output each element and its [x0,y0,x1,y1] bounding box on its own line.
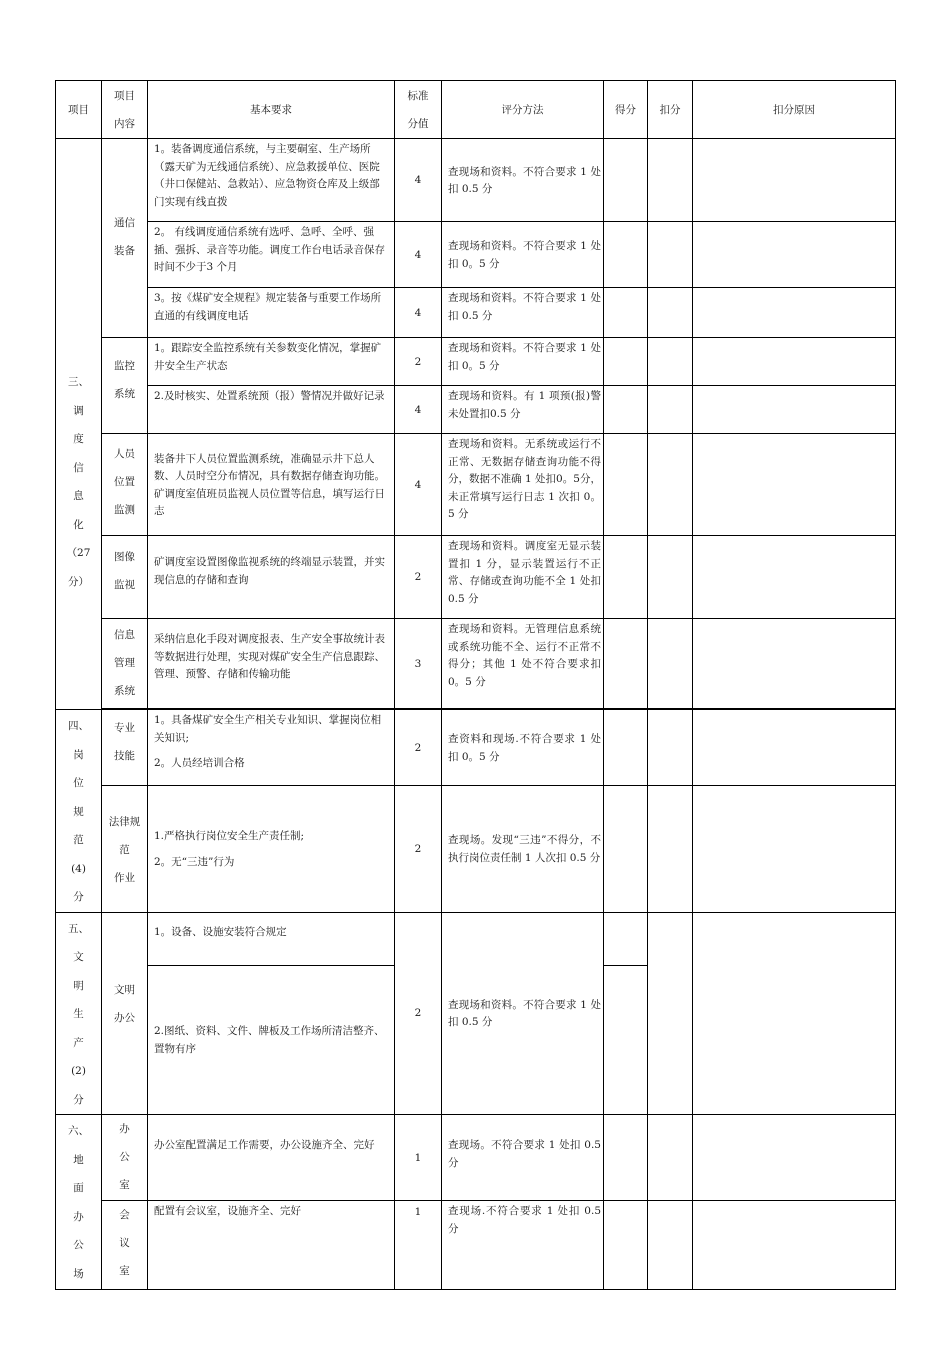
section-label-line: 规 [73,805,84,818]
content-label-line: 办公 [114,1011,135,1024]
content-label-line: 信息 [114,629,135,641]
header-content-line: 项目 [114,89,135,102]
method-cell [442,1201,604,1290]
method-cell [442,536,604,619]
header-content [102,81,148,139]
method-text: 查现场和资料。不符合要求 1 处扣 0。5 分 [448,240,601,270]
section-label-line: 化 [73,518,84,531]
requirement-cell [148,288,395,338]
section-label-line: 调 [73,404,84,417]
content-label-line: 监视 [114,579,135,591]
section-label-line: 岗 [73,748,84,761]
requirement-cell [148,619,395,709]
score-cell [604,1115,648,1201]
section-label-line: 明 [73,979,84,992]
table-row [56,786,896,912]
table-row [56,139,896,222]
deduct-cell [648,619,693,709]
reason-cell [693,710,896,786]
requirement-text: 装备井下人员位置监测系统，准确显示井下总人数、人员时空分布情况，具有数据存储查询功能。矿调度室值班员监视人员位置等信息，填写运行日志 [154,452,385,517]
section-label-line: 公 [73,1239,84,1251]
reason-cell [693,338,896,386]
section-label-line: 信 [73,461,84,474]
requirement-text: 1。装备调度通信系统，与主要硐室、生产场所（露天矿为无线通信系统）、应急救援单位、医院（井口保健站、急救站）、应急物资仓库及上级部门实现有线直拨 [154,143,380,208]
requirement-text: 1.严格执行岗位安全生产责任制; [154,830,305,843]
section-label-line: 面 [73,1182,84,1194]
score-cell [604,965,648,1114]
section-label-line: 六、 [68,1125,89,1137]
standard-score: 4 [395,386,442,434]
section-label-line: (2) [71,1065,86,1077]
content-label-line: 专业 [114,722,135,734]
requirement-cell [148,912,395,965]
requirement-text: 1。跟踪安全监控系统有关参数变化情况，掌握矿井安全生产状态 [154,342,382,372]
section-label-line: 度 [73,433,84,445]
content-label-line: 作业 [114,872,135,885]
content-label-line: 监测 [114,504,135,516]
method-text: 查现场和资料。不符合要求 1 处扣 0。5 分 [448,342,601,372]
method-text: 查现场和资料。有 1 项预(报)警未处置扣0.5 分 [448,390,601,420]
requirement-text: 配置有会议室，设施齐全、完好 [154,1205,301,1217]
table-row [56,434,896,536]
standard-score: 1 [395,1115,442,1201]
score-cell [604,288,648,338]
content-label-line: 法律规 [108,816,141,829]
requirement-text: 采纳信息化手段对调度报表、生产安全事故统计表等数据进行处理，实现对煤矿安全生产信息跟踪、管理、预警、存储和传输功能 [154,633,385,680]
requirement-cell [148,139,395,222]
section-label-line: 五、 [68,922,89,935]
standard-score: 1 [395,1201,442,1290]
content-label [102,434,148,536]
content-label [102,912,148,1115]
method-cell [442,222,604,288]
requirement-cell [148,434,395,536]
method-text: 查现场和资料。无管理信息系统或系统功能不全、运行不正常不得分；其他 1 处不符合要求扣 0。5 分 [448,623,601,688]
score-cell [604,619,648,709]
section-label-line: 分） [68,575,89,588]
section-label-line: 产 [73,1036,84,1049]
header-standard-line: 分值 [407,117,429,130]
content-label [102,536,148,619]
header-deduct: 扣分 [648,81,693,139]
requirement-text: 2。人员经培训合格 [154,757,245,769]
score-cell [604,386,648,434]
requirement-cell [148,1201,395,1290]
content-label [102,619,148,709]
content-label [102,139,148,338]
standard-score: 2 [395,338,442,386]
header-content-line: 内容 [114,117,135,130]
method-cell [442,288,604,338]
content-label-line: 会 [119,1209,130,1221]
deduct-cell [648,434,693,536]
content-label-line: 文明 [114,983,135,996]
content-label-line: 监控 [114,360,135,372]
section-label-line: 文 [73,951,84,963]
method-cell [442,1115,604,1201]
content-label-line: 议 [119,1237,130,1249]
standard-score: 4 [395,434,442,536]
content-label-line: 室 [119,1179,130,1191]
header-standard-line: 标准 [407,89,429,102]
reason-cell [693,1201,896,1290]
header-standard [395,81,442,139]
requirement-text: 1。设备、设施安装符合规定 [154,925,287,938]
score-cell [604,139,648,222]
reason-cell [693,1115,896,1201]
table-row [56,912,896,965]
header-item: 项目 [56,81,102,139]
content-label [102,338,148,434]
method-text: 查现场。不符合要求 1 处扣 0.5 分 [448,1139,601,1169]
method-text: 查资料和现场.不符合要求 1 处扣 0。5 分 [448,733,601,763]
section-label-line: 四、 [68,720,89,732]
requirement-cell [148,786,395,912]
method-cell [442,786,604,912]
standard-score: 3 [395,619,442,709]
content-label [102,710,148,786]
requirement-cell [148,222,395,288]
requirement-cell [148,338,395,386]
reason-cell [693,288,896,338]
standard-score: 2 [395,786,442,912]
score-cell [604,786,648,912]
requirement-cell [148,965,395,1114]
method-cell [442,386,604,434]
content-label-line: 装备 [114,245,135,257]
score-cell [604,1201,648,1290]
deduct-cell [648,912,693,1115]
method-cell [442,139,604,222]
standard-score: 2 [395,912,442,1115]
deduct-cell [648,536,693,619]
standard-score: 4 [395,288,442,338]
content-label-line: 通信 [114,217,135,229]
table-row [56,1115,896,1201]
content-label-line: 办 [119,1123,130,1135]
requirement-text: 2。 有线调度通信系统有选呼、急呼、全呼、强插、强拆、录音等功能。调度工作台电话录音保存时间不少于3 个月 [154,226,385,273]
section-label-line: 三、 [68,376,89,388]
content-label [102,1201,148,1290]
section-label-line: 办 [73,1210,84,1223]
content-label [102,1115,148,1201]
content-label-line: 图像 [114,551,135,563]
header-score: 得分 [604,81,648,139]
content-label-line: 系统 [114,388,135,400]
deduct-cell [648,386,693,434]
table-row [56,536,896,619]
content-label-line: 技能 [114,750,135,762]
requirement-text: 2.及时核实、处置系统预（报）警情况并做好记录 [154,390,385,402]
method-text: 查现场.不符合要求 1 处扣 0.5 分 [448,1205,601,1235]
method-text: 查现场和资料。无系统或运行不正常、无数据存储查询功能不得分，数据不准确 1 处扣0。5分，未正常填写运行日志 1 次扣 0。5 分 [448,438,601,520]
content-label-line: 室 [119,1265,130,1277]
table-row [56,288,896,338]
method-text: 查现场和资料。不符合要求 1 处扣 0.5 分 [448,292,601,322]
method-text: 查现场。发现“三违”不得分，不执行岗位责任制 1 人次扣 0.5 分 [448,834,601,864]
requirement-cell [148,710,395,786]
score-cell [604,338,648,386]
reason-cell [693,222,896,288]
requirement-cell [148,1115,395,1201]
deduct-cell [648,338,693,386]
deduct-cell [648,288,693,338]
section-label-line: 生 [73,1008,84,1020]
content-label-line: 管理 [114,657,135,669]
reason-cell [693,536,896,619]
method-cell [442,912,604,1115]
section-label-line: (4) [71,862,86,875]
deduct-cell [648,1115,693,1201]
section-label-line: 位 [73,777,84,789]
method-text: 查现场和资料。不符合要求 1 处扣 0.5 分 [448,998,601,1029]
table-row [56,710,896,786]
requirement-text: 矿调度室设置图像监视系统的终端显示装置，并实现信息的存储和查询 [154,556,385,586]
reason-cell [693,386,896,434]
reason-cell [693,139,896,222]
score-cell [604,710,648,786]
method-cell [442,619,604,709]
score-cell [604,222,648,288]
section-label [56,1115,102,1290]
deduct-cell [648,222,693,288]
requirement-cell [148,536,395,619]
header-reason: 扣分原因 [693,81,896,139]
section-label-line: 分 [73,891,84,903]
requirement-text: 2。无“三违”行为 [154,855,235,868]
table-row [56,386,896,434]
content-label [102,786,148,912]
content-label-line: 范 [119,844,130,857]
section-label [56,139,102,710]
score-cell [604,434,648,536]
section-label-line: 地 [73,1153,84,1166]
section-label-line: 息 [73,490,84,502]
deduct-cell [648,1201,693,1290]
reason-cell [693,434,896,536]
section-label-line: （27 [66,547,91,559]
requirement-text: 办公室配置满足工作需要，办公设施齐全、完好 [154,1139,375,1151]
table-row [56,222,896,288]
section-label [56,912,102,1115]
content-label-line: 人员 [114,448,135,460]
table-row [56,338,896,386]
score-cell [604,536,648,619]
standard-score: 4 [395,222,442,288]
requirement-cell [148,386,395,434]
reason-cell [693,619,896,709]
header-row [56,81,896,139]
table-row [56,1201,896,1290]
section-label [56,710,102,913]
score-cell [604,912,648,965]
method-cell [442,434,604,536]
method-text: 查现场和资料。不符合要求 1 处扣 0.5 分 [448,165,601,195]
deduct-cell [648,786,693,912]
content-label-line: 位置 [114,476,135,488]
content-label-line: 系统 [114,685,135,697]
requirement-text: 1。具备煤矿安全生产相关专业知识、掌握岗位相关知识; [154,714,382,744]
requirement-text: 3。按《煤矿安全规程》规定装备与重要工作场所直通的有线调度电话 [154,292,382,322]
standard-score: 2 [395,710,442,786]
section-label-line: 范 [73,834,84,846]
deduct-cell [648,139,693,222]
header-method: 评分方法 [442,81,604,139]
header-requirement: 基本要求 [148,81,395,139]
scoring-table [55,80,896,1290]
standard-score: 4 [395,139,442,222]
reason-cell [693,786,896,912]
section-label-line: 场 [73,1267,84,1280]
requirement-text: 2.图纸、资料、文件、牌板及工作场所清洁整齐、置物有序 [154,1025,385,1055]
standard-score: 2 [395,536,442,619]
method-cell [442,338,604,386]
deduct-cell [648,710,693,786]
reason-cell [693,912,896,1115]
method-text: 查现场和资料。调度室无显示装置扣 1 分，显示装置运行不正常、存储或查询功能不全 1 处扣 0.5 分 [448,540,601,605]
content-label-line: 公 [119,1151,130,1163]
section-label-line: 分 [73,1093,84,1106]
method-cell [442,710,604,786]
table-row [56,619,896,709]
